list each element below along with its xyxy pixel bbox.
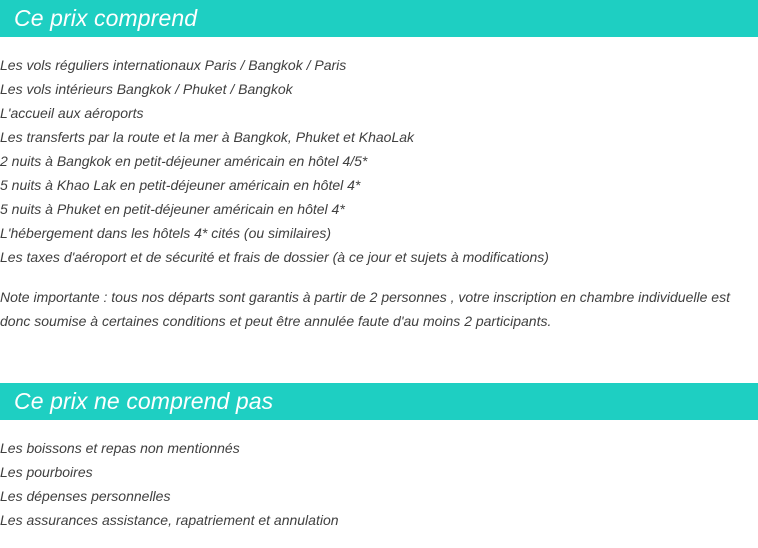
included-header <box>0 0 758 37</box>
excluded-header <box>0 383 758 420</box>
list-item: 2 nuits à Bangkok en petit-déjeuner américain en hôtel 4/5* <box>0 153 368 169</box>
excluded-list <box>0 436 758 532</box>
included-list <box>0 53 758 269</box>
list-item: Les dépenses personnelles <box>0 488 171 504</box>
list-item: Les assurances assistance, rapatriement et annulation <box>0 512 339 528</box>
list-item: Les vols réguliers internationaux Paris / Bangkok / Paris <box>0 57 347 73</box>
excluded-title: Ce prix ne comprend pas <box>14 388 274 414</box>
important-note: Note importante : tous nos départs sont garantis à partir de 2 personnes , votre inscription en chambre individuelle est donc soumise à certaines conditions et peut être annulée faute d'au moins 2 participants. <box>0 289 730 329</box>
list-item: 5 nuits à Phuket en petit-déjeuner américain en hôtel 4* <box>0 201 345 217</box>
excluded-section <box>0 383 758 532</box>
list-item: L'accueil aux aéroports <box>0 105 144 121</box>
list-item: Les taxes d'aéroport et de sécurité et frais de dossier (à ce jour et sujets à modifications) <box>0 249 549 265</box>
list-item: Les pourboires <box>0 464 93 480</box>
list-item: L'hébergement dans les hôtels 4* cités (ou similaires) <box>0 225 332 241</box>
list-item: Les boissons et repas non mentionnés <box>0 440 240 456</box>
list-item: Les vols intérieurs Bangkok / Phuket / Bangkok <box>0 81 293 97</box>
list-item: Les transferts par la route et la mer à Bangkok, Phuket et KhaoLak <box>0 129 415 145</box>
included-title: Ce prix comprend <box>14 5 198 31</box>
list-item: 5 nuits à Khao Lak en petit-déjeuner américain en hôtel 4* <box>0 177 361 193</box>
